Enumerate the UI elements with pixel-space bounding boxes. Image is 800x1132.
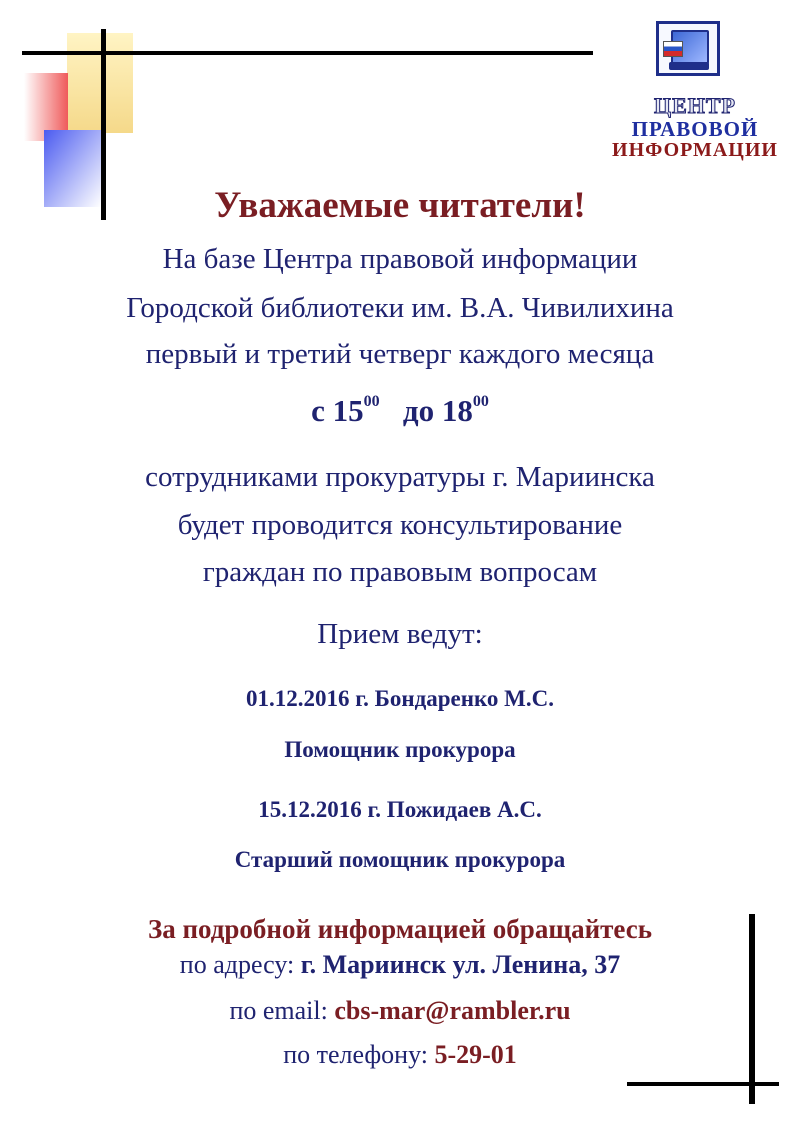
contacts-header: За подробной информацией обращайтесь (147, 914, 653, 944)
time-to: до 18 (402, 393, 473, 428)
staff-role: Старший помощник прокурора (234, 847, 566, 872)
staff-date-name: 15.12.2016 г. Пожидаев А.С. (258, 797, 542, 822)
contact-address (0, 950, 800, 980)
body-line: граждан по правовым вопросам (202, 556, 598, 588)
greeting-heading: Уважаемые читатели! (214, 185, 586, 226)
address-label: по адресу: (179, 950, 295, 979)
address-value: г. Мариинск ул. Ленина, 37 (300, 950, 621, 979)
decor-top-horizontal-line (22, 51, 593, 55)
body-line: сотрудниками прокуратуры г. Мариинска (145, 461, 655, 493)
email-label: по email: (229, 996, 328, 1025)
logo-text-line3: ИНФОРМАЦИИ (612, 139, 778, 161)
schedule-time (0, 393, 800, 429)
intro-line: Городской библиотеки им. В.А. Чивилихина (126, 292, 674, 324)
contact-email (0, 996, 800, 1026)
computer-flag-icon (656, 21, 720, 76)
logo-text-line1: ЦЕНТР (653, 93, 736, 118)
contact-phone (0, 1040, 800, 1070)
decor-bottom-horizontal-line (627, 1082, 779, 1086)
flag-icon (663, 41, 683, 57)
intro-line: первый и третий четверг каждого месяца (145, 338, 655, 370)
staff-date-name: 01.12.2016 г. Бондаренко М.С. (246, 686, 554, 711)
time-from: с 15 (311, 393, 364, 428)
logo-text-line2: ПРАВОВОЙ (631, 117, 759, 141)
body-line: будет проводится консультирование (177, 509, 623, 541)
intro-line: На базе Центра правовой информации (162, 243, 638, 275)
keyboard-icon (669, 62, 709, 70)
phone-label: по телефону: (283, 1040, 428, 1069)
staff-role: Помощник прокурора (284, 737, 516, 762)
time-from-minutes: 00 (363, 392, 380, 410)
reception-title: Прием ведут: (317, 618, 483, 650)
email-link[interactable]: cbs-mar@rambler.ru (334, 996, 571, 1025)
time-to-minutes: 00 (472, 392, 489, 410)
phone-value: 5-29-01 (434, 1040, 517, 1069)
decor-yellow-square (67, 33, 133, 133)
